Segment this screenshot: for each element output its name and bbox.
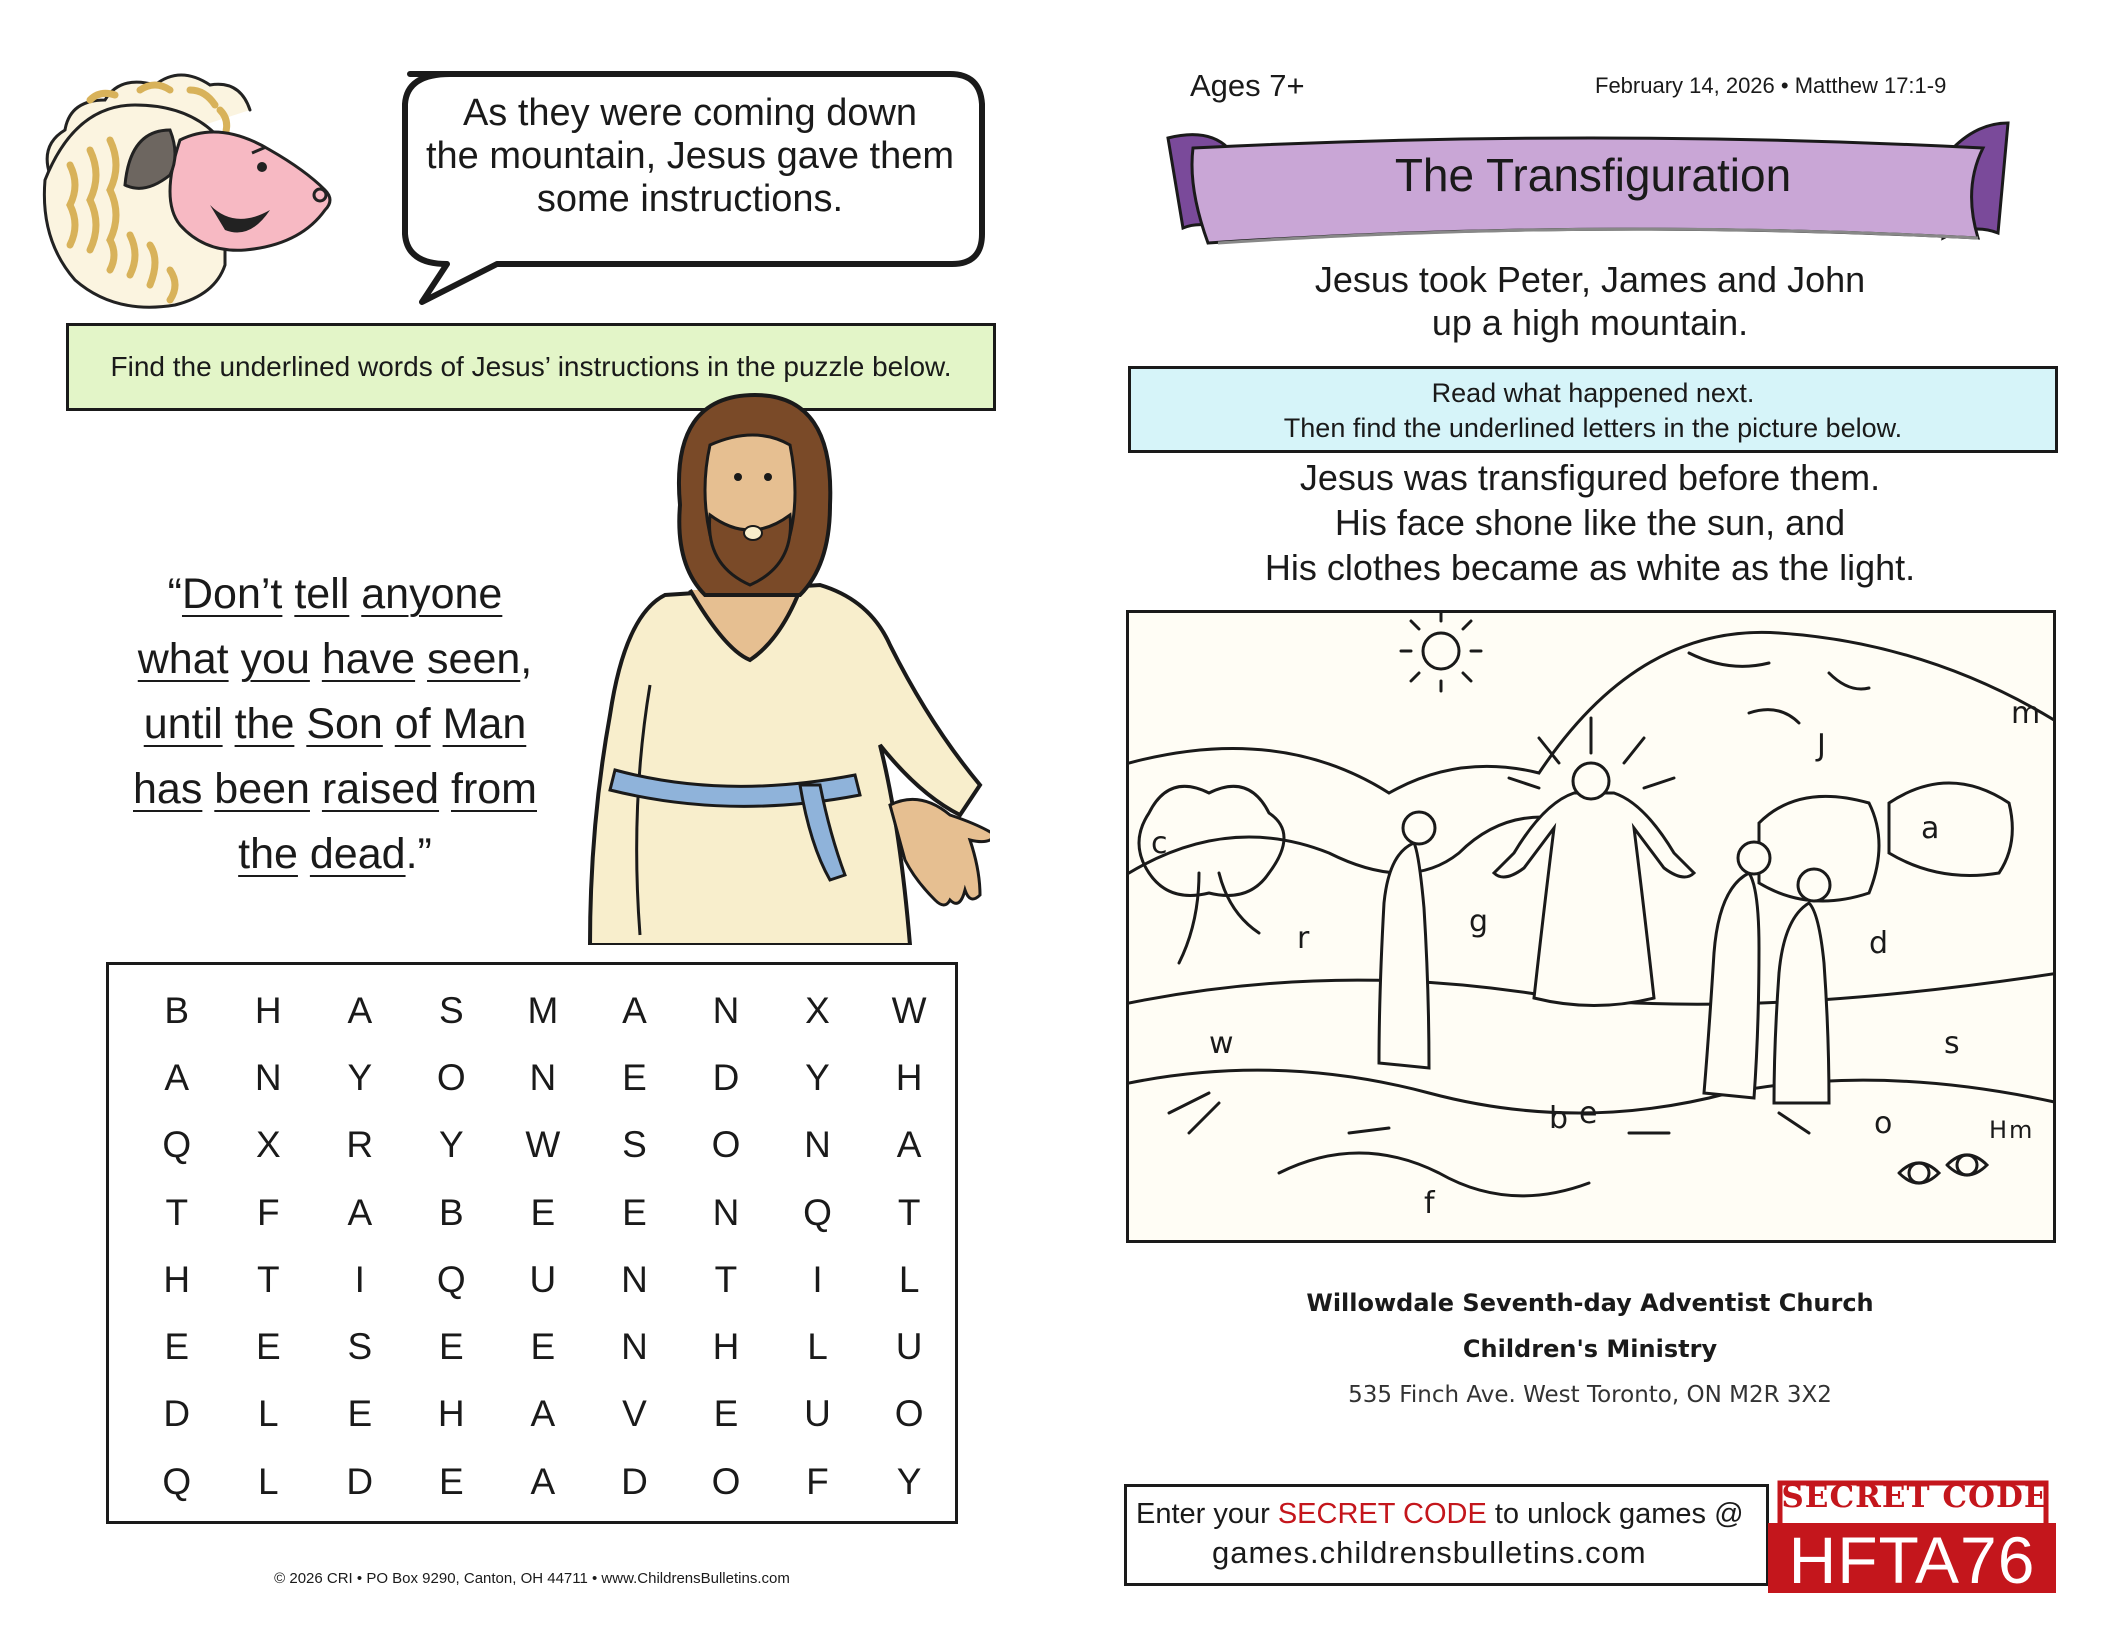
word-search-cell[interactable]: E <box>255 1326 281 1368</box>
word-search-cell[interactable]: I <box>354 1258 365 1300</box>
word-search-cell[interactable]: N <box>254 1056 282 1098</box>
word-search-cell[interactable]: S <box>622 1124 647 1166</box>
church-department: Children's Ministry <box>1462 1335 1718 1363</box>
hidden-letter[interactable]: s <box>1944 1026 1960 1061</box>
quote-word: seen <box>427 635 521 683</box>
hidden-letter[interactable]: f <box>1424 1186 1435 1221</box>
word-search-row <box>131 1381 955 1448</box>
quote-word: of <box>394 700 431 748</box>
quote-line-2: what you have seen, <box>137 635 533 683</box>
word-search-cell[interactable]: E <box>164 1326 190 1368</box>
hidden-letter[interactable]: r <box>1297 921 1310 956</box>
word-search-cell[interactable]: L <box>257 1460 279 1502</box>
bubble-line: the mountain, Jesus gave them <box>425 135 955 177</box>
word-search-cell[interactable]: T <box>714 1258 738 1300</box>
word-search-cell[interactable]: L <box>257 1393 279 1435</box>
word-search-cell[interactable]: A <box>896 1124 922 1166</box>
word-search-cell[interactable]: T <box>897 1191 921 1233</box>
word-search-cell[interactable]: S <box>438 989 464 1031</box>
word-search-row <box>131 1044 955 1111</box>
word-search-cell[interactable]: A <box>347 1191 373 1233</box>
word-search-row <box>131 1246 955 1313</box>
word-search-cell[interactable]: E <box>438 1326 464 1368</box>
story-text <box>1130 455 2050 590</box>
word-search-cell[interactable]: H <box>254 989 282 1031</box>
word-search-cell[interactable]: B <box>164 989 190 1031</box>
quote-word: been <box>214 765 310 813</box>
word-search-cell[interactable]: E <box>347 1393 373 1435</box>
hidden-letter[interactable]: m <box>2009 1116 2033 1144</box>
word-search-cell[interactable]: N <box>804 1124 831 1166</box>
word-search-cell[interactable]: D <box>163 1393 191 1435</box>
word-search-cell[interactable]: A <box>530 1393 556 1435</box>
word-search-table <box>131 977 955 1515</box>
mountain-scene <box>1129 613 2056 1243</box>
word-search-cell[interactable]: W <box>891 989 927 1031</box>
word-search-cell[interactable]: X <box>255 1124 281 1166</box>
find-instruction-text: Find the underlined words of Jesus’ instructions in the puzzle below. <box>110 351 952 382</box>
bubble-line: As they were coming down <box>462 92 918 134</box>
word-search-cell[interactable]: Q <box>162 1124 192 1166</box>
word-search-cell[interactable]: Y <box>438 1124 464 1166</box>
quote-line-4 <box>110 757 560 822</box>
hidden-letter[interactable]: m <box>2011 696 2041 731</box>
hidden-letter[interactable]: b <box>1549 1101 1569 1136</box>
hidden-letter[interactable]: o <box>1874 1106 1893 1141</box>
quote-word: until <box>143 700 223 748</box>
story-line: His face shone like the sun, and <box>1334 502 1846 543</box>
word-search-cell[interactable]: A <box>164 1056 190 1098</box>
word-search-cell[interactable]: H <box>437 1393 465 1435</box>
word-search-cell[interactable]: A <box>530 1460 556 1502</box>
word-search-cell[interactable]: Q <box>162 1460 192 1502</box>
word-search-cell[interactable]: H <box>712 1326 740 1368</box>
word-search-cell[interactable]: U <box>529 1258 557 1300</box>
word-search-cell[interactable]: N <box>529 1056 557 1098</box>
word-search-cell[interactable]: T <box>256 1258 280 1300</box>
word-search-cell[interactable]: E <box>713 1393 739 1435</box>
quote-word: tell <box>294 570 350 618</box>
quote-line-1: “Don’t tell anyone <box>167 570 503 618</box>
word-search-cell[interactable]: R <box>346 1124 374 1166</box>
word-search-cell[interactable]: E <box>530 1191 556 1233</box>
word-search-row <box>131 1112 955 1179</box>
quote-word: has <box>133 765 203 813</box>
quote-line-3 <box>110 692 560 757</box>
word-search-cell[interactable]: U <box>895 1326 923 1368</box>
quote-word: Man <box>442 700 527 748</box>
quote-word: Don’t <box>181 570 283 618</box>
word-search-cell[interactable]: Y <box>896 1460 922 1502</box>
bubble-line: some instructions. <box>536 178 844 220</box>
word-search-cell[interactable]: N <box>712 1191 740 1233</box>
word-search-cell[interactable]: I <box>812 1258 823 1300</box>
secret-code-prompt: Enter your SECRET CODE to unlock games @ <box>1136 1498 1744 1530</box>
word-search-cell[interactable]: O <box>894 1393 924 1435</box>
secret-code-highlight: SECRET CODE <box>1277 1498 1487 1530</box>
hidden-letter[interactable]: w <box>1209 1026 1234 1061</box>
hidden-letter[interactable]: J <box>1817 728 1826 763</box>
read-instruction-line: Then find the underlined letters in the picture below. <box>1283 413 1903 443</box>
word-search-cell[interactable]: H <box>163 1258 191 1300</box>
quote-word: raised <box>321 765 440 813</box>
word-search-cell[interactable]: E <box>622 1191 647 1233</box>
hidden-letter[interactable]: g <box>1469 904 1489 939</box>
word-search-row <box>131 1448 955 1515</box>
word-search-cell[interactable]: W <box>525 1124 561 1166</box>
story-line: Jesus was transfigured before them. <box>1299 457 1881 498</box>
copyright-footer: © 2026 CRI • PO Box 9290, Canton, OH 44711 • www.ChildrensBulletins.com <box>274 1570 790 1587</box>
page-title: The Transfiguration <box>1394 149 1792 201</box>
word-search-cell[interactable]: D <box>712 1056 740 1098</box>
quote-word: dead <box>309 830 406 878</box>
intro-line: Jesus took Peter, James and John <box>1314 259 1866 300</box>
word-search-cell[interactable]: V <box>622 1393 647 1435</box>
word-search-cell[interactable]: D <box>346 1460 374 1502</box>
church-address: 535 Finch Ave. West Toronto, ON M2R 3X2 <box>1348 1382 1832 1408</box>
quote-word: the <box>234 700 295 748</box>
word-search-row <box>131 1179 955 1246</box>
quote-word: what <box>137 635 229 683</box>
read-instruction-line: Read what happened next. <box>1431 378 1755 408</box>
word-search-cell[interactable]: F <box>256 1191 280 1233</box>
hidden-letter[interactable]: c <box>1151 826 1168 861</box>
word-search-cell[interactable]: U <box>804 1393 831 1435</box>
word-search-cell[interactable]: L <box>807 1326 828 1368</box>
word-search-row <box>131 977 955 1044</box>
word-search-cell[interactable]: E <box>622 1056 647 1098</box>
word-search-cell[interactable]: T <box>165 1191 189 1233</box>
church-info <box>1130 1280 2050 1418</box>
hidden-letter[interactable]: H <box>1989 1116 2008 1144</box>
secret-code-badge-label: SECRET CODE <box>1781 1479 2049 1515</box>
word-search-cell[interactable]: A <box>347 989 373 1031</box>
word-search-cell[interactable]: H <box>895 1056 923 1098</box>
quote-word: the <box>238 830 298 878</box>
intro-line: up a high mountain. <box>1431 302 1749 343</box>
read-instruction-box <box>1128 366 2058 453</box>
jesus-quote <box>110 562 560 887</box>
quote-word: have <box>321 635 416 683</box>
speech-bubble-text <box>405 92 975 221</box>
quote-word: from <box>451 765 537 813</box>
word-search-cell[interactable]: S <box>347 1326 373 1368</box>
word-search-cell[interactable]: L <box>898 1258 920 1300</box>
quote-word: you <box>240 635 310 683</box>
word-search-cell[interactable]: D <box>621 1460 648 1502</box>
word-search-cell[interactable]: Y <box>347 1056 373 1098</box>
intro-text <box>1130 258 2050 344</box>
church-name: Willowdale Seventh-day Adventist Church <box>1306 1289 1874 1317</box>
word-search-cell[interactable]: N <box>621 1258 648 1300</box>
hidden-letter[interactable]: e <box>1579 1096 1598 1131</box>
word-search-grid[interactable] <box>106 962 958 1524</box>
quote-word: anyone <box>361 570 503 618</box>
word-search-cell[interactable]: E <box>438 1460 464 1502</box>
age-label: Ages 7+ <box>1190 68 1305 103</box>
word-search-cell[interactable]: F <box>806 1460 829 1502</box>
word-search-cell[interactable]: N <box>712 989 740 1031</box>
hidden-letters-picture[interactable] <box>1126 610 2056 1243</box>
word-search-cell[interactable]: Q <box>803 1191 832 1233</box>
quote-line-5: the dead.” <box>238 830 432 878</box>
word-search-cell[interactable]: A <box>622 989 647 1031</box>
date-reference: February 14, 2026 • Matthew 17:1-9 <box>1595 73 1947 98</box>
word-search-cell[interactable]: Q <box>436 1258 466 1300</box>
word-search-cell[interactable]: X <box>805 989 830 1031</box>
word-search-cell[interactable]: M <box>527 989 559 1031</box>
hidden-letter[interactable]: d <box>1869 926 1889 961</box>
word-search-cell[interactable]: N <box>621 1326 648 1368</box>
word-search-cell[interactable]: O <box>711 1124 741 1166</box>
quote-word: Son <box>306 700 383 748</box>
secret-code-value: HFTA76 <box>1788 1523 2036 1597</box>
word-search-cell[interactable]: O <box>711 1460 741 1502</box>
word-search-cell[interactable]: E <box>530 1326 556 1368</box>
word-search-cell[interactable]: O <box>436 1056 466 1098</box>
games-url-link[interactable]: games.childrensbulletins.com <box>1212 1535 1647 1570</box>
word-search-cell[interactable]: B <box>438 1191 464 1233</box>
word-search-cell[interactable]: Y <box>805 1056 830 1098</box>
jesus-illustration <box>560 385 990 945</box>
word-search-row <box>131 1313 955 1380</box>
story-line: His clothes became as white as the light. <box>1264 547 1916 588</box>
hidden-letter[interactable]: a <box>1921 811 1940 846</box>
sheep-illustration <box>30 55 370 315</box>
